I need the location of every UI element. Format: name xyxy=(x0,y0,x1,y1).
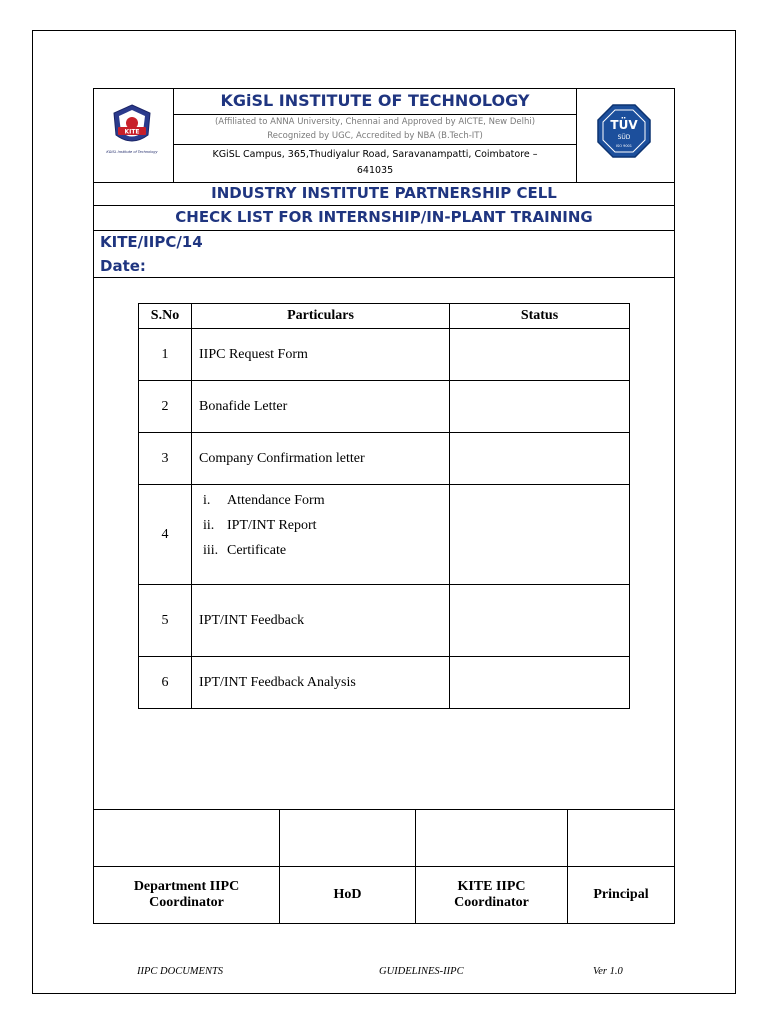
row-status-cell[interactable] xyxy=(450,585,630,657)
signature-box-dept[interactable] xyxy=(94,810,280,867)
table-row xyxy=(139,657,630,709)
sub-item-number: iii. xyxy=(203,543,219,558)
signatory-dept-line-2: Coordinator xyxy=(149,895,224,910)
document-header xyxy=(93,88,675,278)
row-status-cell[interactable] xyxy=(450,657,630,709)
checklist-title: CHECK LIST FOR INTERNSHIP/IN-PLANT TRAINING xyxy=(175,208,593,226)
date-label: Date: xyxy=(100,257,146,275)
signature-box-kite[interactable] xyxy=(416,810,568,867)
signature-table xyxy=(93,809,675,924)
logo-left-text: KITE xyxy=(124,128,140,136)
sub-item-text: Attendance Form xyxy=(227,493,325,508)
footer-right: Ver 1.0 xyxy=(593,966,623,977)
signatory-kite-line-2: Coordinator xyxy=(454,895,529,910)
header-rule-2 xyxy=(173,144,576,145)
signatory-hod: HoD xyxy=(280,867,416,924)
signature-box-hod[interactable] xyxy=(280,810,416,867)
signatory-kite-line-1: KITE IIPC xyxy=(457,879,526,894)
institute-name: KGiSL INSTITUTE OF TECHNOLOGY xyxy=(220,91,530,110)
body-border-left xyxy=(93,277,94,810)
signatory-principal: Principal xyxy=(568,867,675,924)
row-sno: 1 xyxy=(139,329,192,381)
header-divider-right xyxy=(576,89,577,182)
reference-code: KITE/IIPC/14 xyxy=(100,233,203,251)
address-line-2: 641035 xyxy=(356,165,394,176)
table-row xyxy=(139,329,630,381)
signatory-dept-coordinator xyxy=(94,867,280,924)
address-text xyxy=(174,147,576,179)
affiliation-line-1: (Affiliated to ANNA University, Chennai and Approved by AICTE, New Delhi) xyxy=(214,117,536,127)
header-rule-3 xyxy=(94,182,674,183)
checklist-table xyxy=(138,303,630,709)
row-sno: 2 xyxy=(139,381,192,433)
row-sno: 4 xyxy=(139,485,192,585)
logo-right-sub: SÜD xyxy=(617,134,631,141)
row-status-cell[interactable] xyxy=(450,485,630,585)
table-row xyxy=(139,381,630,433)
row-sno: 6 xyxy=(139,657,192,709)
row-status-cell[interactable] xyxy=(450,329,630,381)
header-rule-4 xyxy=(94,205,674,206)
affiliation-text xyxy=(174,115,576,143)
cell-title: INDUSTRY INSTITUTE PARTNERSHIP CELL xyxy=(211,184,557,202)
table-row xyxy=(139,585,630,657)
tuv-sud-logo-icon xyxy=(596,103,652,159)
row-sno: 5 xyxy=(139,585,192,657)
affiliation-line-2: Recognized by UGC, Accredited by NBA (B.Tech-IT) xyxy=(267,131,483,141)
row-status-cell[interactable] xyxy=(450,381,630,433)
sub-item xyxy=(199,538,449,563)
row-sno: 3 xyxy=(139,433,192,485)
table-row xyxy=(139,485,630,585)
header-rule-5 xyxy=(94,230,674,231)
signature-box-principal[interactable] xyxy=(568,810,675,867)
kite-logo-icon xyxy=(106,101,158,165)
row-particular: Company Confirmation letter xyxy=(192,433,450,485)
footer-left: IIPC DOCUMENTS xyxy=(137,966,224,977)
body-border-right xyxy=(674,277,675,810)
row-particular: IIPC Request Form xyxy=(192,329,450,381)
signature-space-row xyxy=(94,810,675,867)
signature-label-row xyxy=(94,867,675,924)
header-status: Status xyxy=(450,304,630,329)
table-header-row xyxy=(139,304,630,329)
table-row xyxy=(139,433,630,485)
address-line-1: KGiSL Campus, 365,Thudiyalur Road, Saravanampatti, Coimbatore – xyxy=(212,149,538,160)
sub-item-text: Certificate xyxy=(227,543,287,558)
sub-item xyxy=(199,488,449,513)
sub-item xyxy=(199,513,449,538)
footer-center: GUIDELINES-IIPC xyxy=(379,966,464,977)
row-particular: Bonafide Letter xyxy=(192,381,450,433)
signatory-dept-line-1: Department IIPC xyxy=(133,879,240,894)
logo-right-caption: ISO 9001 xyxy=(615,144,633,148)
header-particulars: Particulars xyxy=(192,304,450,329)
row-particular: IPT/INT Feedback xyxy=(192,585,450,657)
row-particular: IPT/INT Feedback Analysis xyxy=(192,657,450,709)
row-particular-list xyxy=(192,485,450,585)
logo-right-text: TÜV xyxy=(610,118,638,132)
sub-item-text: IPT/INT Report xyxy=(227,518,317,533)
signatory-kite-coordinator xyxy=(416,867,568,924)
logo-left-caption: KGiSL Institute of Technology xyxy=(106,150,158,154)
header-sno: S.No xyxy=(139,304,192,329)
sub-item-number: ii. xyxy=(203,518,215,533)
row-status-cell[interactable] xyxy=(450,433,630,485)
sub-item-number: i. xyxy=(203,493,211,508)
